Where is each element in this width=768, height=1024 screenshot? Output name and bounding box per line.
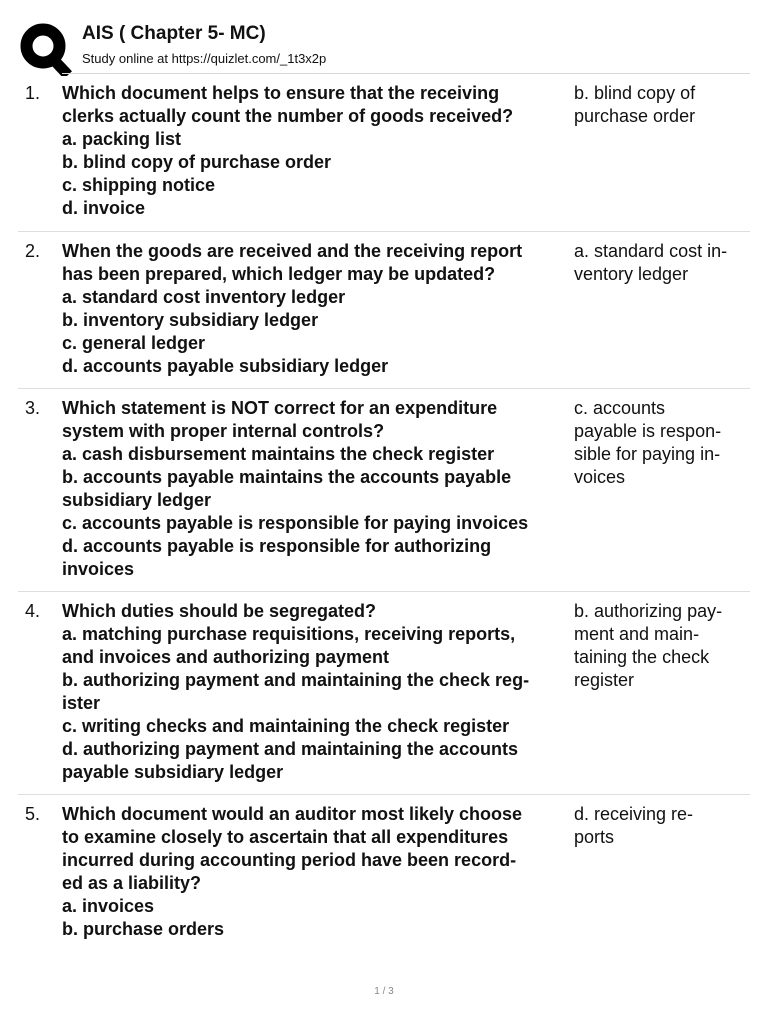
question-text: Which duties should be segregated? a. matching purchase requisitions, receiving reports, and invoices and authorizing payment b. authorizing payment and maintaining the check reg- ister c. writing checks and maintaining the check register d. authorizing payment and maintaining the accounts payable subsidiary ledger — [62, 601, 530, 782]
answer-text: a. standard cost in- ventory ledger — [574, 241, 728, 284]
page-title: AIS ( Chapter 5- MC) — [82, 23, 266, 44]
study-online-link[interactable]: Study online at https://quizlet.com/_1t3x2p — [82, 51, 327, 66]
answer-text: b. authorizing pay- ment and main- taining the check register — [574, 601, 723, 690]
question-number: 1. — [25, 83, 41, 103]
question-text: Which statement is NOT correct for an expenditure system with proper internal controls? a. cash disbursement maintains the check register b. accounts payable maintains the accounts payable subsidiary ledger c. accounts payable is responsible for paying invoices d. accounts payable is responsible for authorizing invoices — [62, 398, 529, 579]
question-card-5 — [18, 794, 750, 955]
question-number: 5. — [25, 804, 41, 824]
question-card-2 — [18, 231, 750, 388]
question-card-1 — [18, 74, 750, 234]
question-card-3 — [18, 388, 750, 591]
answer-text: b. blind copy of purchase order — [574, 83, 696, 126]
question-number: 4. — [25, 601, 41, 621]
question-card-4 — [18, 591, 750, 794]
question-number: 3. — [25, 398, 41, 418]
question-text: When the goods are received and the receiving report has been prepared, which ledger may be updated? a. standard cost inventory ledger b. inventory subsidiary ledger c. general ledger d. accounts payable subsidiary ledger — [62, 241, 523, 376]
answer-text: d. receiving re- ports — [574, 804, 694, 847]
question-number: 2. — [25, 241, 41, 261]
page-number: 1 / 3 — [374, 986, 394, 997]
question-text: Which document would an auditor most likely choose to examine closely to ascertain that all expenditures incurred during accounting period have been record- ed as a liability? a. invoices b. purchase orders — [62, 804, 523, 939]
answer-text: c. accounts payable is respon- sible for paying in- voices — [574, 398, 722, 487]
question-text: Which document helps to ensure that the receiving clerks actually count the number of goods received? a. packing list b. blind copy of purchase order c. shipping notice d. invoice — [62, 83, 514, 218]
